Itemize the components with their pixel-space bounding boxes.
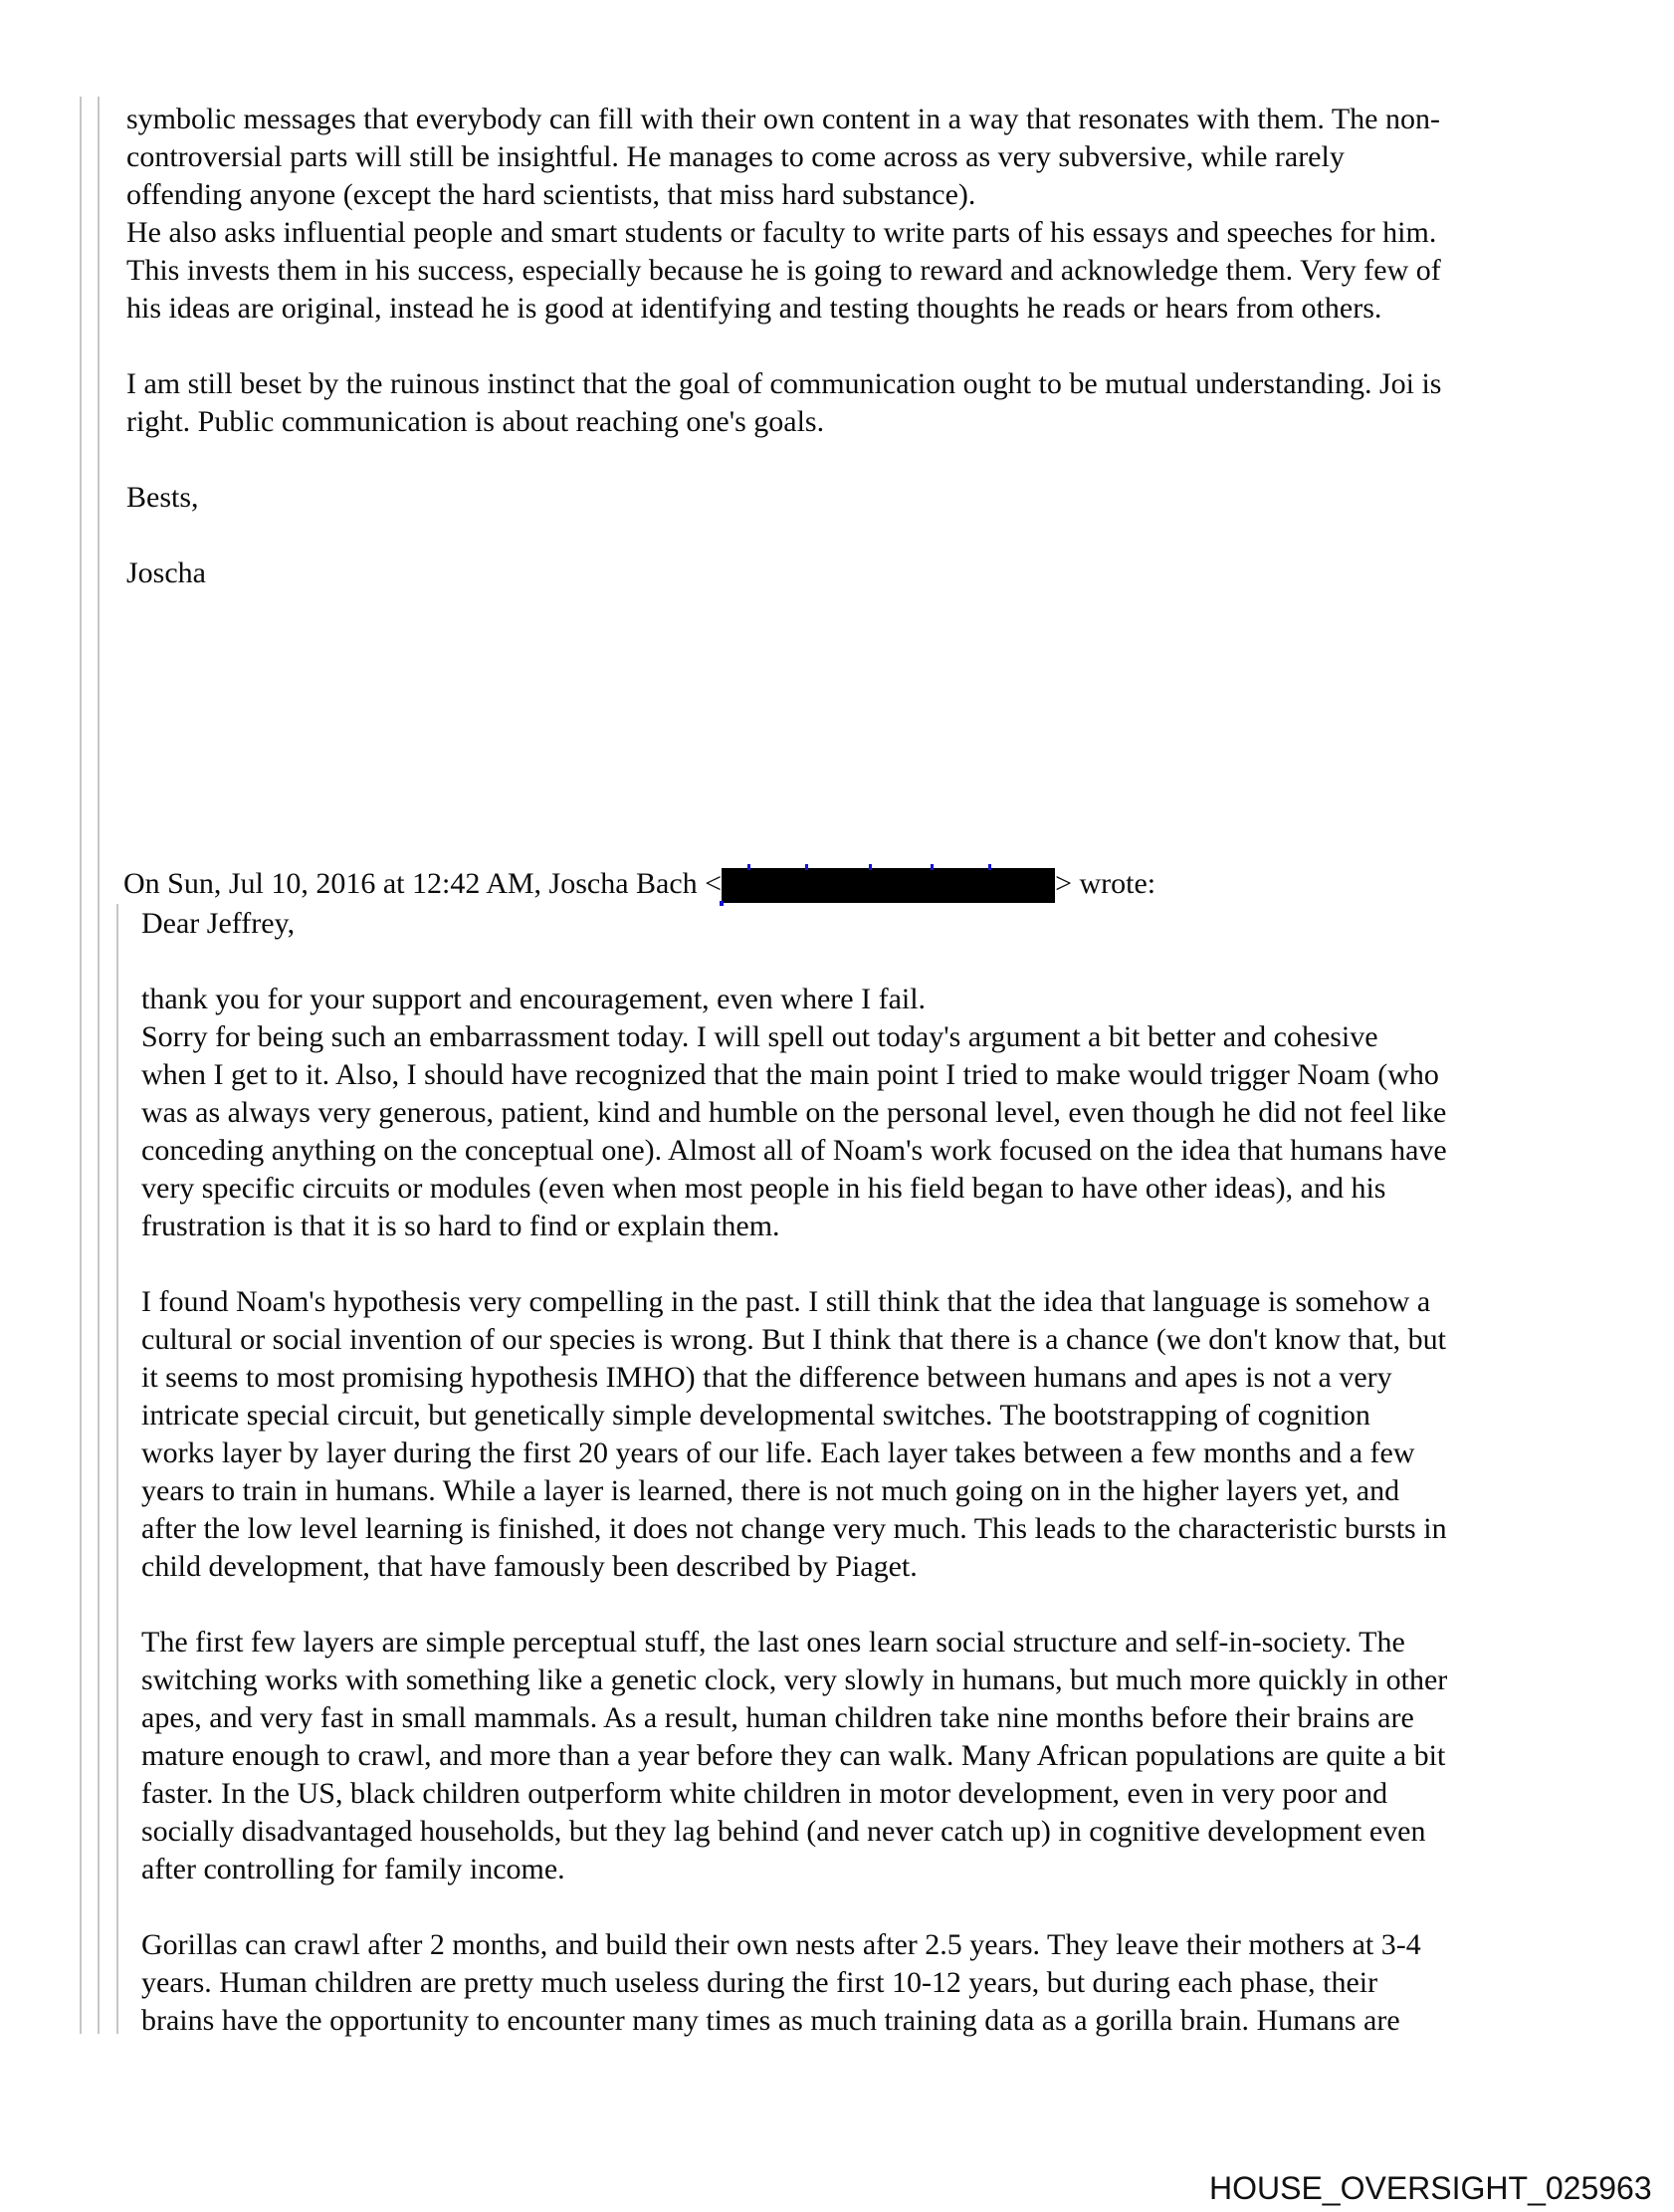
text-line: apes, and very fast in small mammals. As a result, human children take nine months before their brains are xyxy=(141,1701,1414,1734)
text-line: controversial parts will still be insightful. He manages to come across as very subversive, while rarely xyxy=(126,140,1345,173)
link-text-peek xyxy=(869,864,872,870)
quote-attribution-prefix: On Sun, Jul 10, 2016 at 12:42 AM, Joscha Bach < xyxy=(123,867,723,900)
link-text-peek xyxy=(931,864,934,870)
text-line xyxy=(126,517,1441,554)
text-line: The first few layers are simple perceptual stuff, the last ones learn social structure and self-in-society. The xyxy=(141,1626,1405,1659)
text-line xyxy=(141,1245,1447,1283)
text-line: switching works with something like a genetic clock, very slowly in humans, but much more quickly in other xyxy=(141,1663,1448,1696)
text-line xyxy=(141,1586,1447,1624)
text-line: Dear Jeffrey, xyxy=(141,907,296,940)
text-line: years to train in humans. While a layer is learned, there is not much going on in the higher layers yet, and xyxy=(141,1474,1400,1507)
text-line: Joscha xyxy=(126,556,206,589)
text-line: This invests them in his success, especially because he is going to reward and acknowledge them. Very few of xyxy=(126,254,1441,287)
text-line: right. Public communication is about reaching one's goals. xyxy=(126,405,825,438)
quoted-message-body xyxy=(141,905,1447,2040)
text-line: very specific circuits or modules (even when most people in his field began to have other ideas), and his xyxy=(141,1172,1386,1205)
text-line xyxy=(141,1888,1447,1926)
link-text-peek xyxy=(988,864,991,870)
text-line xyxy=(141,943,1447,981)
text-line: years. Human children are pretty much useless during the first 10-12 years, but during each phase, their xyxy=(141,1966,1378,1999)
text-line: Gorillas can crawl after 2 months, and build their own nests after 2.5 years. They leave their mothers at 3-4 xyxy=(141,1928,1421,1961)
text-line: when I get to it. Also, I should have recognized that the main point I tried to make would trigger Noam (who xyxy=(141,1058,1439,1091)
text-line: cultural or social invention of our species is wrong. But I think that there is a chance (we don't know that, but xyxy=(141,1323,1446,1356)
link-text-peek xyxy=(747,864,750,870)
text-line: child development, that have famously been described by Piaget. xyxy=(141,1550,918,1583)
quote-bar-level-3 xyxy=(116,904,118,2034)
quote-bar-level-1 xyxy=(80,97,82,2034)
reply-message-body xyxy=(126,101,1441,592)
text-line: brains have the opportunity to encounter many times as much training data as a gorilla brain. Humans are xyxy=(141,2004,1400,2037)
text-line: offending anyone (except the hard scientists, that miss hard substance). xyxy=(126,178,976,211)
text-line: Bests, xyxy=(126,481,199,514)
text-line: was as always very generous, patient, kind and humble on the personal level, even though he did not feel like xyxy=(141,1096,1447,1129)
link-text-peek xyxy=(805,864,808,870)
text-line: after the low level learning is finished, it does not change very much. This leads to the characteristic bursts in xyxy=(141,1512,1447,1545)
text-line: Sorry for being such an embarrassment today. I will spell out today's argument a bit better and cohesive xyxy=(141,1020,1378,1053)
text-line: I found Noam's hypothesis very compelling in the past. I still think that the idea that language is somehow a xyxy=(141,1285,1431,1318)
text-line: symbolic messages that everybody can fill with their own content in a way that resonates with them. The non- xyxy=(126,103,1440,135)
text-line: after controlling for family income. xyxy=(141,1853,565,1885)
quote-attribution-suffix: > wrote: xyxy=(1055,867,1156,900)
bates-number: HOUSE_OVERSIGHT_025963 xyxy=(1209,2170,1652,2206)
text-line: frustration is that it is so hard to find or explain them. xyxy=(141,1210,780,1242)
text-line: faster. In the US, black children outperform white children in motor development, even in very poor and xyxy=(141,1777,1388,1810)
text-line xyxy=(126,328,1441,365)
text-line: thank you for your support and encouragement, even where I fail. xyxy=(141,983,927,1015)
text-line: it seems to most promising hypothesis IMHO) that the difference between humans and apes is not a very xyxy=(141,1361,1392,1394)
text-line: works layer by layer during the first 20 years of our life. Each layer takes between a few months and a few xyxy=(141,1437,1415,1469)
text-line: conceding anything on the conceptual one). Almost all of Noam's work focused on the idea that humans have xyxy=(141,1134,1447,1167)
quote-bar-level-2 xyxy=(98,97,100,2034)
text-line: I am still beset by the ruinous instinct that the goal of communication ought to be mutual understanding. Joi is xyxy=(126,367,1442,400)
text-line: intricate special circuit, but genetically simple developmental switches. The bootstrapping of cognition xyxy=(141,1399,1370,1432)
text-line: mature enough to crawl, and more than a year before they can walk. Many African populations are quite a bit xyxy=(141,1739,1446,1772)
text-line: He also asks influential people and smart students or faculty to write parts of his essays and speeches for him. xyxy=(126,216,1437,249)
text-line: his ideas are original, instead he is good at identifying and testing thoughts he reads or hears from others. xyxy=(126,292,1382,325)
text-line: socially disadvantaged households, but they lag behind (and never catch up) in cognitive development even xyxy=(141,1815,1426,1848)
quote-attribution-line xyxy=(123,865,1155,903)
redacted-email-address xyxy=(722,868,1055,903)
text-line xyxy=(126,441,1441,479)
